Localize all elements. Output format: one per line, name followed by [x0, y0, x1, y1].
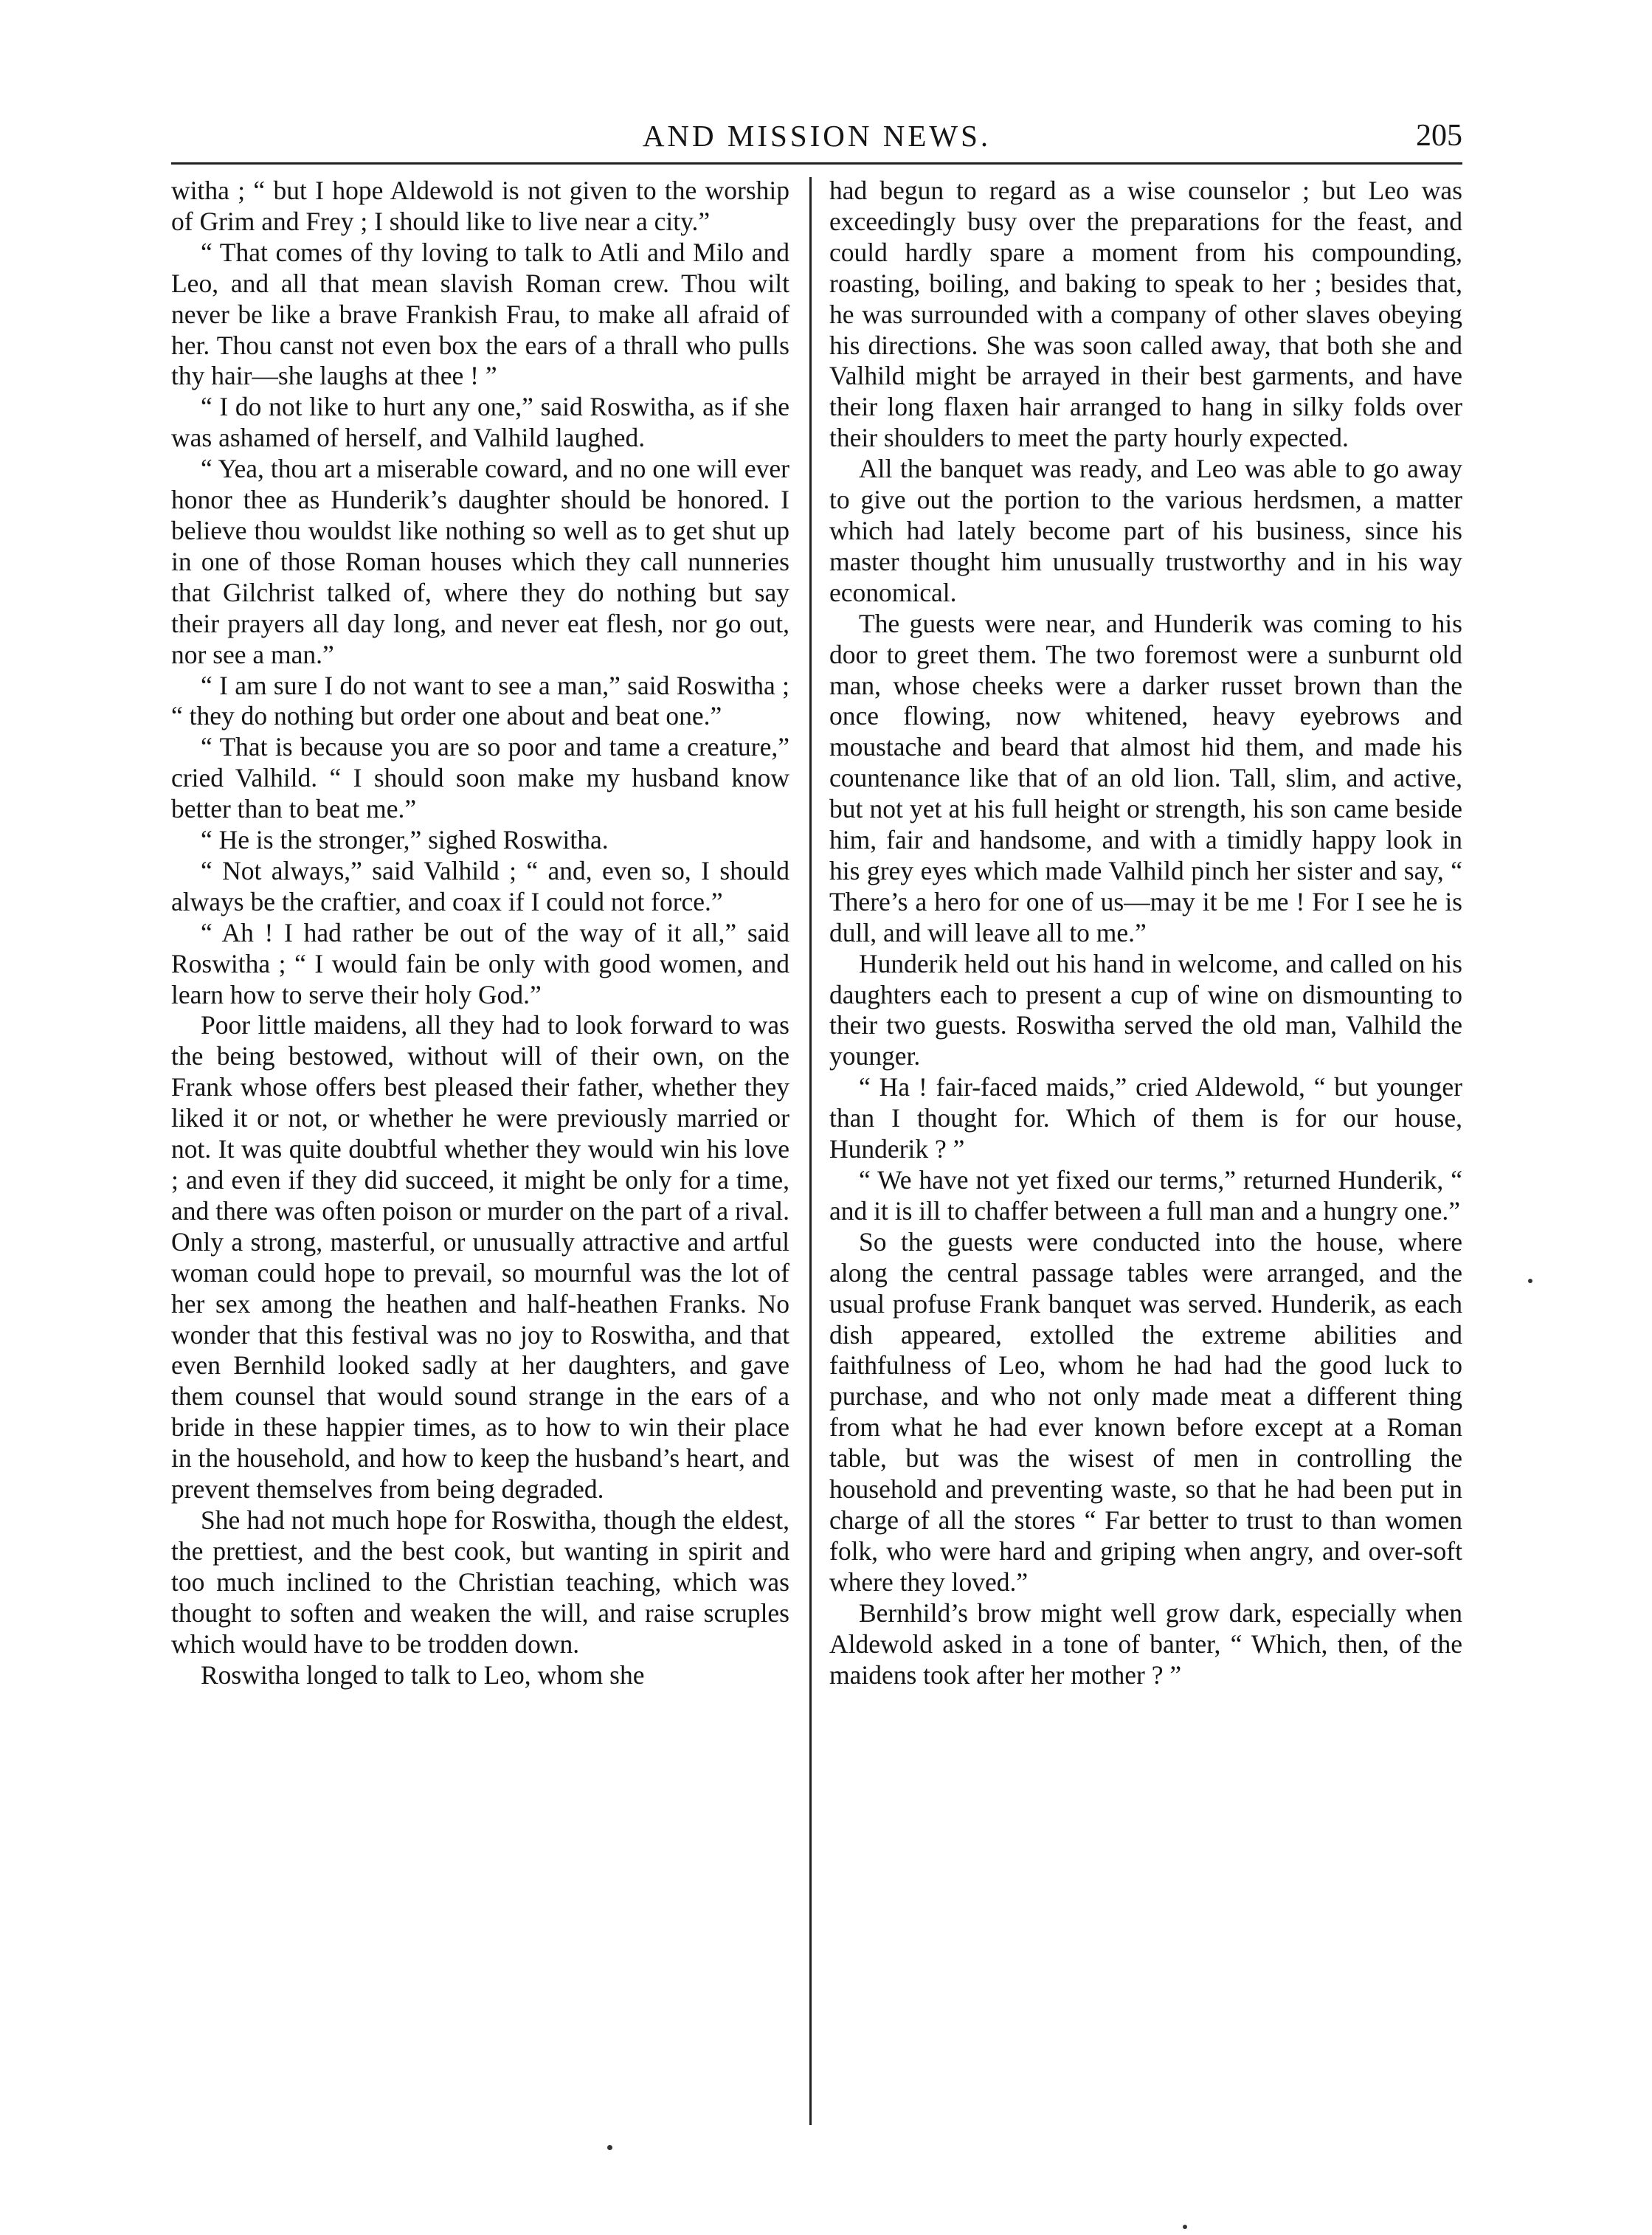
- paragraph: The guests were near, and Hunderik was coming to his door to greet them. The two foremost were a sunburnt old man, whose cheeks were a darker russet brown than the once flowing, now whitened, heavy eyebrows and moustache and beard that almost hid them, and made his countenance like that of an old lion. Tall, slim, and active, but not yet at his full height or strength, his son came beside him, fair and handsome, and with a timidly happy look in his grey eyes which made Valhild pinch her sister and say, “ There’s a hero for one of us—may it be me ! For I see he is dull, and will leave all to me.”: [829, 608, 1462, 947]
- right-column: [829, 176, 1462, 2124]
- paragraph: “ Ha ! fair-faced maids,” cried Aldewold, “ but younger than I thought for. Which of them is for our house, Hunderik ? ”: [829, 1072, 1462, 1164]
- paragraph: “ That is because you are so poor and tame a creature,” cried Valhild. “ I should soon make my husband know better than to beat me.”: [171, 732, 789, 824]
- paragraph: Poor little maidens, all they had to look forward to was the being bestowed, without will of their own, on the Frank whose offers best pleased their father, whether they liked it or not, or whether he were previously married or not. It was quite doubtful whether they would win his love ; and even if they did succeed, it might be only for a time, and there was often poison or murder on the part of a rival. Only a strong, masterful, or unusually attractive and artful woman could hope to prevail, so mournful was the lot of her sex among the heathen and half-heathen Franks. No wonder that this festival was no joy to Roswitha, and that even Bernhild looked sadly at her daughters, and gave them counsel that would sound strange in the ears of a bride in these happier times, as to how to win their place in the household, and how to keep the husband’s heart, and prevent themselves from being degraded.: [171, 1010, 789, 1505]
- ink-speck: [607, 2145, 612, 2150]
- paragraph: “ Yea, thou art a miserable coward, and no one will ever honor thee as Hunderik’s daughter should be honored. I believe thou wouldst like nothing so well as to get shut up in one of those Roman houses which they call nunneries that Gilchrist talked of, where they do nothing but say their prayers all day long, and never eat flesh, nor go out, nor see a man.”: [171, 454, 789, 669]
- paragraph: She had not much hope for Roswitha, though the eldest, the prettiest, and the best cook, but wanting in spirit and too much inclined to the Christian teaching, which was thought to soften and weaken the will, and raise scruples which would have to be trodden down.: [171, 1505, 789, 1659]
- left-column: [171, 176, 789, 2124]
- header-rule: [171, 162, 1462, 165]
- ink-speck: [1183, 2225, 1187, 2229]
- paragraph: Roswitha longed to talk to Leo, whom she: [201, 1659, 645, 1690]
- page-number: 205: [1416, 119, 1462, 153]
- column-divider: [809, 177, 812, 2125]
- paragraph: “ We have not yet fixed our terms,” returned Hunderik, “ and it is ill to chaffer between a full man and a hungry one.”: [829, 1165, 1462, 1226]
- paragraph: All the banquet was ready, and Leo was able to go away to give out the portion to the various herdsmen, a matter which had lately become part of his business, since his master thought him unusually trustworthy and in his way economical.: [829, 454, 1462, 607]
- paragraph: had begun to regard as a wise counselor ; but Leo was exceedingly busy over the preparations for the feast, and could hardly spare a moment from his compounding, roasting, boiling, and baking to speak to her ; besides that, he was surrounded with a company of other slaves obeying his directions. She was soon called away, that both she and Valhild might be arrayed in their best garments, and have their long flaxen hair arranged to hang in silky folds over their shoulders to meet the party hourly expected.: [829, 176, 1462, 453]
- running-title: AND MISSION NEWS.: [642, 119, 992, 153]
- paragraph: “ Ah ! I had rather be out of the way of it all,” said Roswitha ; “ I would fain be only with good women, and learn how to serve their holy God.”: [171, 917, 789, 1009]
- paragraph: Hunderik held out his hand in welcome, and called on his daughters each to present a cup of wine on dismounting to their two guests. Roswitha served the old man, Valhild the younger.: [829, 948, 1462, 1071]
- paragraph: Bernhild’s brow might well grow dark, especially when Aldewold asked in a tone of banter, “ Which, then, of the maidens took after her mother ? ”: [829, 1597, 1462, 1690]
- ink-speck: [1528, 1279, 1532, 1283]
- paragraph: “ I do not like to hurt any one,” said Roswitha, as if she was ashamed of herself, and Valhild laughed.: [171, 392, 789, 453]
- page-header: [171, 114, 1462, 165]
- paragraph: “ I am sure I do not want to see a man,” said Roswitha ; “ they do nothing but order one about and beat one.”: [171, 670, 789, 731]
- paragraph: “ He is the stronger,” sighed Roswitha.: [201, 825, 609, 855]
- paragraph: witha ; “ but I hope Aldewold is not given to the worship of Grim and Frey ; I should like to live near a city.”: [171, 176, 789, 236]
- paragraph: So the guests were conducted into the house, where along the central passage tables were arranged, and the usual profuse Frank banquet was served. Hunderik, as each dish appeared, extolled the extreme abilities and faithfulness of Leo, whom he had had the good luck to purchase, and who not only made meat a different thing from what he had ever known before except at a Roman table, but was the wisest of men in controlling the household and preventing waste, so that he had been put in charge of all the stores “ Far better to trust to than women folk, who were hard and griping when angry, and over-soft where they loved.”: [829, 1226, 1462, 1597]
- paragraph: “ That comes of thy loving to talk to Atli and Milo and Leo, and all that mean slavish Roman crew. Thou wilt never be like a brave Frankish Frau, to make all afraid of her. Thou canst not even box the ears of a thrall who pulls thy hair—she laughs at thee ! ”: [171, 237, 789, 391]
- paragraph: “ Not always,” said Valhild ; “ and, even so, I should always be the craftier, and coax if I could not force.”: [171, 855, 789, 916]
